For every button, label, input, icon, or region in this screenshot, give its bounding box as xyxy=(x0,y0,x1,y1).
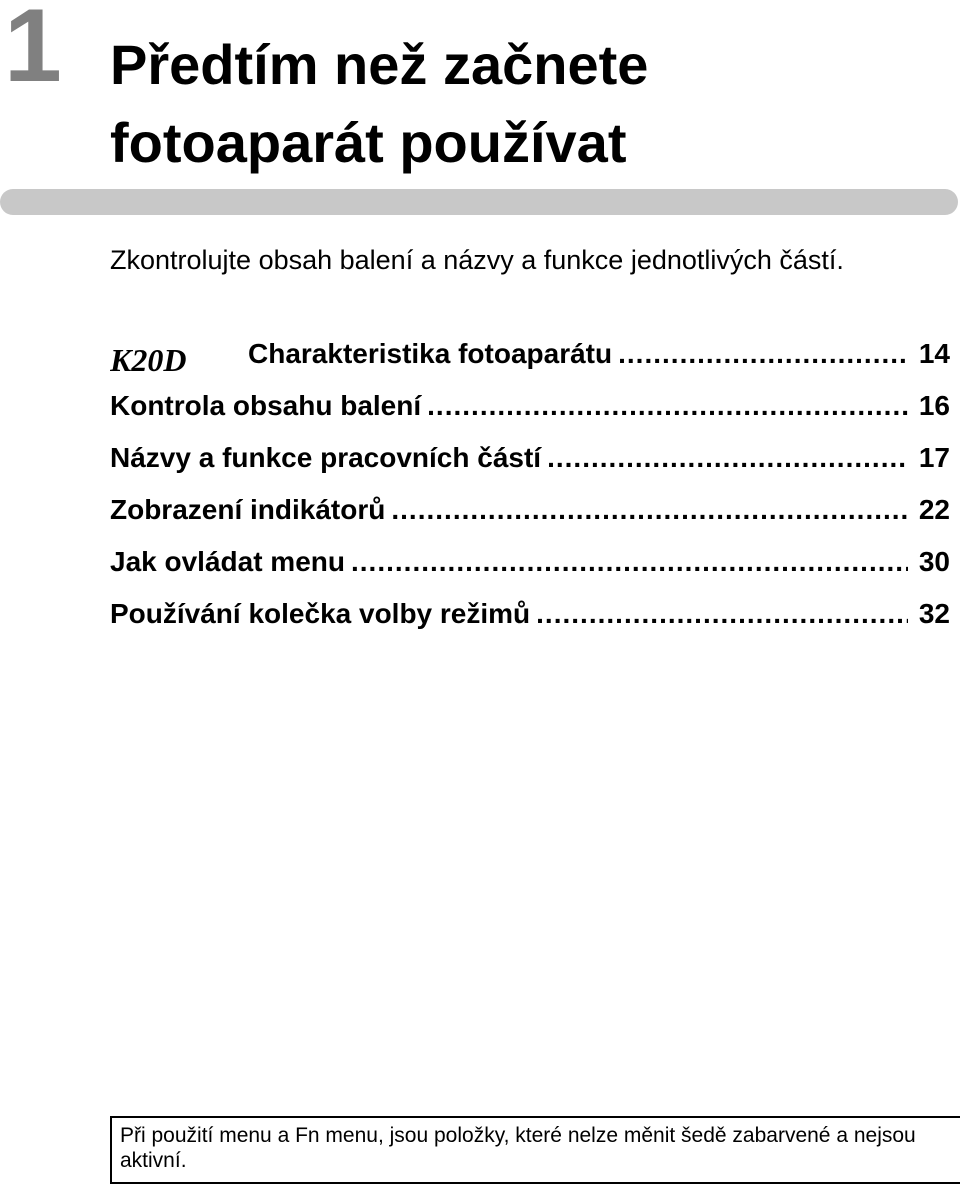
toc-item-menu[interactable] xyxy=(110,542,950,594)
toc-leader xyxy=(547,438,908,478)
chapter-number: 1 xyxy=(4,0,62,104)
toc-leader xyxy=(618,334,908,374)
toc-item-label: Jak ovládat menu xyxy=(110,546,345,577)
toc-item-label: Používání kolečka volby režimů xyxy=(110,598,531,629)
toc-item-page: 32 xyxy=(918,598,950,629)
toc-leader xyxy=(427,386,908,426)
toc-item-page: 30 xyxy=(918,546,950,577)
toc-item-label: Zobrazení indikátorů xyxy=(110,494,386,525)
chapter-title-line-2: fotoaparát používat xyxy=(110,111,627,174)
k20d-logo-text: K20D xyxy=(110,345,187,375)
toc-leader xyxy=(536,594,908,634)
toc-item-page: 17 xyxy=(918,442,950,473)
toc-item-page: 22 xyxy=(918,494,950,525)
k20d-logo-icon xyxy=(110,345,234,375)
chapter-title xyxy=(110,26,648,182)
intro-text: Zkontrolujte obsah balení a názvy a funkce jednotlivých částí. xyxy=(110,245,844,275)
table-of-contents xyxy=(110,334,950,646)
toc-item-kontrola[interactable] xyxy=(110,386,950,438)
chapter-title-line-1: Předtím než začnete xyxy=(110,33,649,96)
toc-item-zobrazeni[interactable] xyxy=(110,490,950,542)
toc-item-charakteristika[interactable] xyxy=(110,334,950,386)
toc-item-page: 14 xyxy=(918,338,950,369)
note-box: Při použití menu a Fn menu, jsou položky, které nelze měnit šedě zabarvené a nejsou aktivní. xyxy=(110,1116,960,1184)
title-divider xyxy=(0,189,958,215)
toc-item-label: Názvy a funkce pracovních částí xyxy=(110,442,542,473)
toc-item-label: Charakteristika fotoaparátu xyxy=(248,338,613,369)
toc-item-nazvy[interactable] xyxy=(110,438,950,490)
toc-leader xyxy=(351,542,908,582)
toc-leader xyxy=(391,490,908,530)
toc-item-kolecko[interactable] xyxy=(110,594,950,646)
toc-item-page: 16 xyxy=(918,390,950,421)
toc-item-label: Kontrola obsahu balení xyxy=(110,390,422,421)
